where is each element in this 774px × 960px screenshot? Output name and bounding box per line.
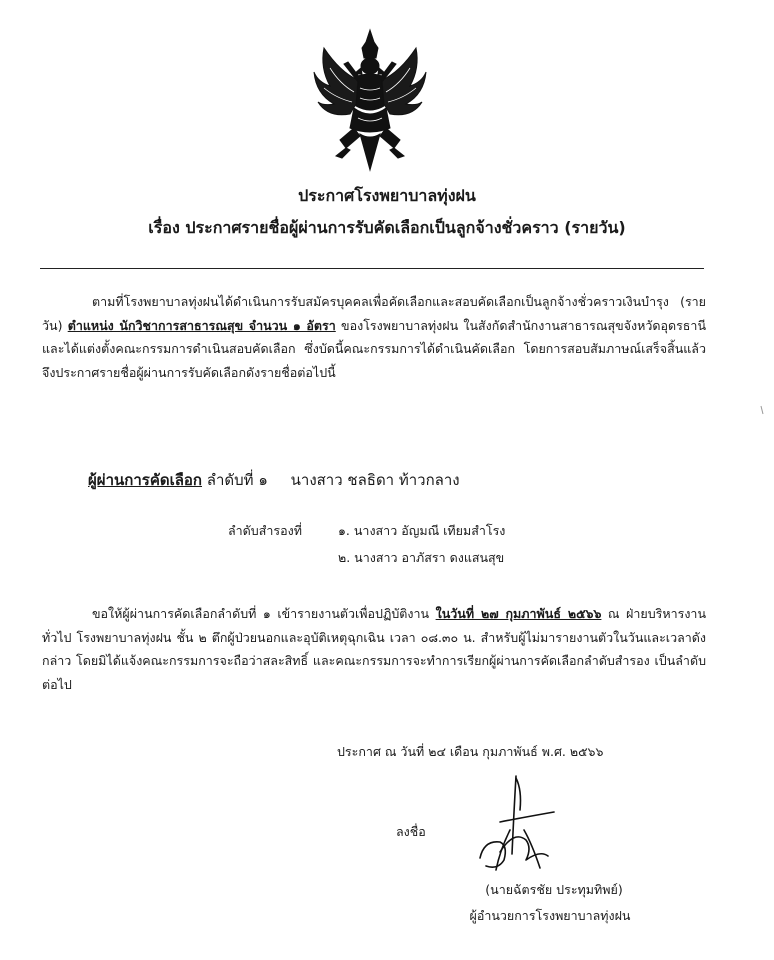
position-detail: ตำแหน่ง นักวิชาการสาธารณสุข จำนวน ๑ อัตรา: [67, 317, 336, 333]
paragraph-report: [42, 602, 706, 696]
paragraph-intro: [42, 290, 706, 384]
selected-candidate-line: [88, 468, 460, 492]
report-date: ในวันที่ ๒๗ กุมภาพันธ์ ๒๕๖๖: [435, 606, 602, 621]
stray-mark: [760, 405, 764, 415]
reserve-label: ลำดับสำรองที่: [228, 523, 302, 538]
selected-rank: ลำดับที่ ๑: [206, 471, 268, 489]
report-text-2: ณ ฝ่ายบริหารงานทั่วไป โรงพยาบาลทุ่งฝน ชั้น ๒ ตึกผู้ป่วยนอกและอุบัติเหตุฉุกเฉิน เวลา ๐๘.๓๐ น. สำหรับผู้ไม่มารายงานตัวในวันและเวลาดังกล่าว โดยมิได้แจ้งคณะกรรมการจะถือว่าสละสิทธิ์ และคณะกรรมการจะทำการเรียกผู้ผ่านการคัดเลือกลำดับสำรอง เป็นลำดับต่อไป: [42, 606, 706, 692]
intro-text-1: ตามที่โรงพยาบาลทุ่งฝนได้ดำเนินการรับสมัครบุคคลเพื่อคัดเลือกและสอบคัดเลือกเป็นลูกจ้างชั่วคราวเงินบำรุง (รายวัน): [42, 294, 706, 333]
garuda-emblem-icon: [310, 28, 430, 172]
reserve-candidate-2: ๒. นางสาว อาภัสรา ดงแสนสุข: [338, 550, 505, 565]
selected-name: นางสาว ชลธิดา ท้าวกลาง: [290, 471, 460, 489]
handwritten-signature-icon: [470, 770, 570, 880]
announcement-date: ประกาศ ณ วันที่ ๒๔ เดือน กุมภาพันธ์ พ.ศ. ๒๕๖๖: [337, 744, 604, 759]
signer-name: (นายฉัตรชัย ประทุมทิพย์): [485, 882, 623, 897]
announcement-title: ประกาศโรงพยาบาลทุ่งฝน: [298, 186, 476, 205]
intro-text-2: ของโรงพยาบาลทุ่งฝน ในสังกัดสำนักงานสาธารณสุขจังหวัดอุดรธานี และได้แต่งตั้งคณะกรรมการดำเนินสอบคัดเลือก ซึ่งบัดนี้คณะกรรมการได้ดำเนินคัดเลือก โดยการสอบสัมภาษณ์เสร็จสิ้นแล้ว จึงประกาศรายชื่อผู้ผ่านการรับคัดเลือกดังรายชื่อต่อไปนี้: [42, 317, 706, 380]
selected-label: ผู้ผ่านการคัดเลือก: [88, 471, 203, 489]
sign-label: ลงชื่อ: [396, 824, 426, 839]
announcement-subject: เรื่อง ประกาศรายชื่อผู้ผ่านการรับคัดเลือกเป็นลูกจ้างชั่วคราว (รายวัน): [148, 218, 626, 237]
report-text-1: ขอให้ผู้ผ่านการคัดเลือกลำดับที่ ๑ เข้ารายงานตัวเพื่อปฏิบัติงาน: [92, 606, 436, 621]
reserve-candidate-1: ๑. นางสาว อัญมณี เทียมสำโรง: [338, 523, 506, 538]
signer-position: ผู้อำนวยการโรงพยาบาลทุ่งฝน: [469, 908, 631, 923]
header-divider: [40, 268, 704, 269]
